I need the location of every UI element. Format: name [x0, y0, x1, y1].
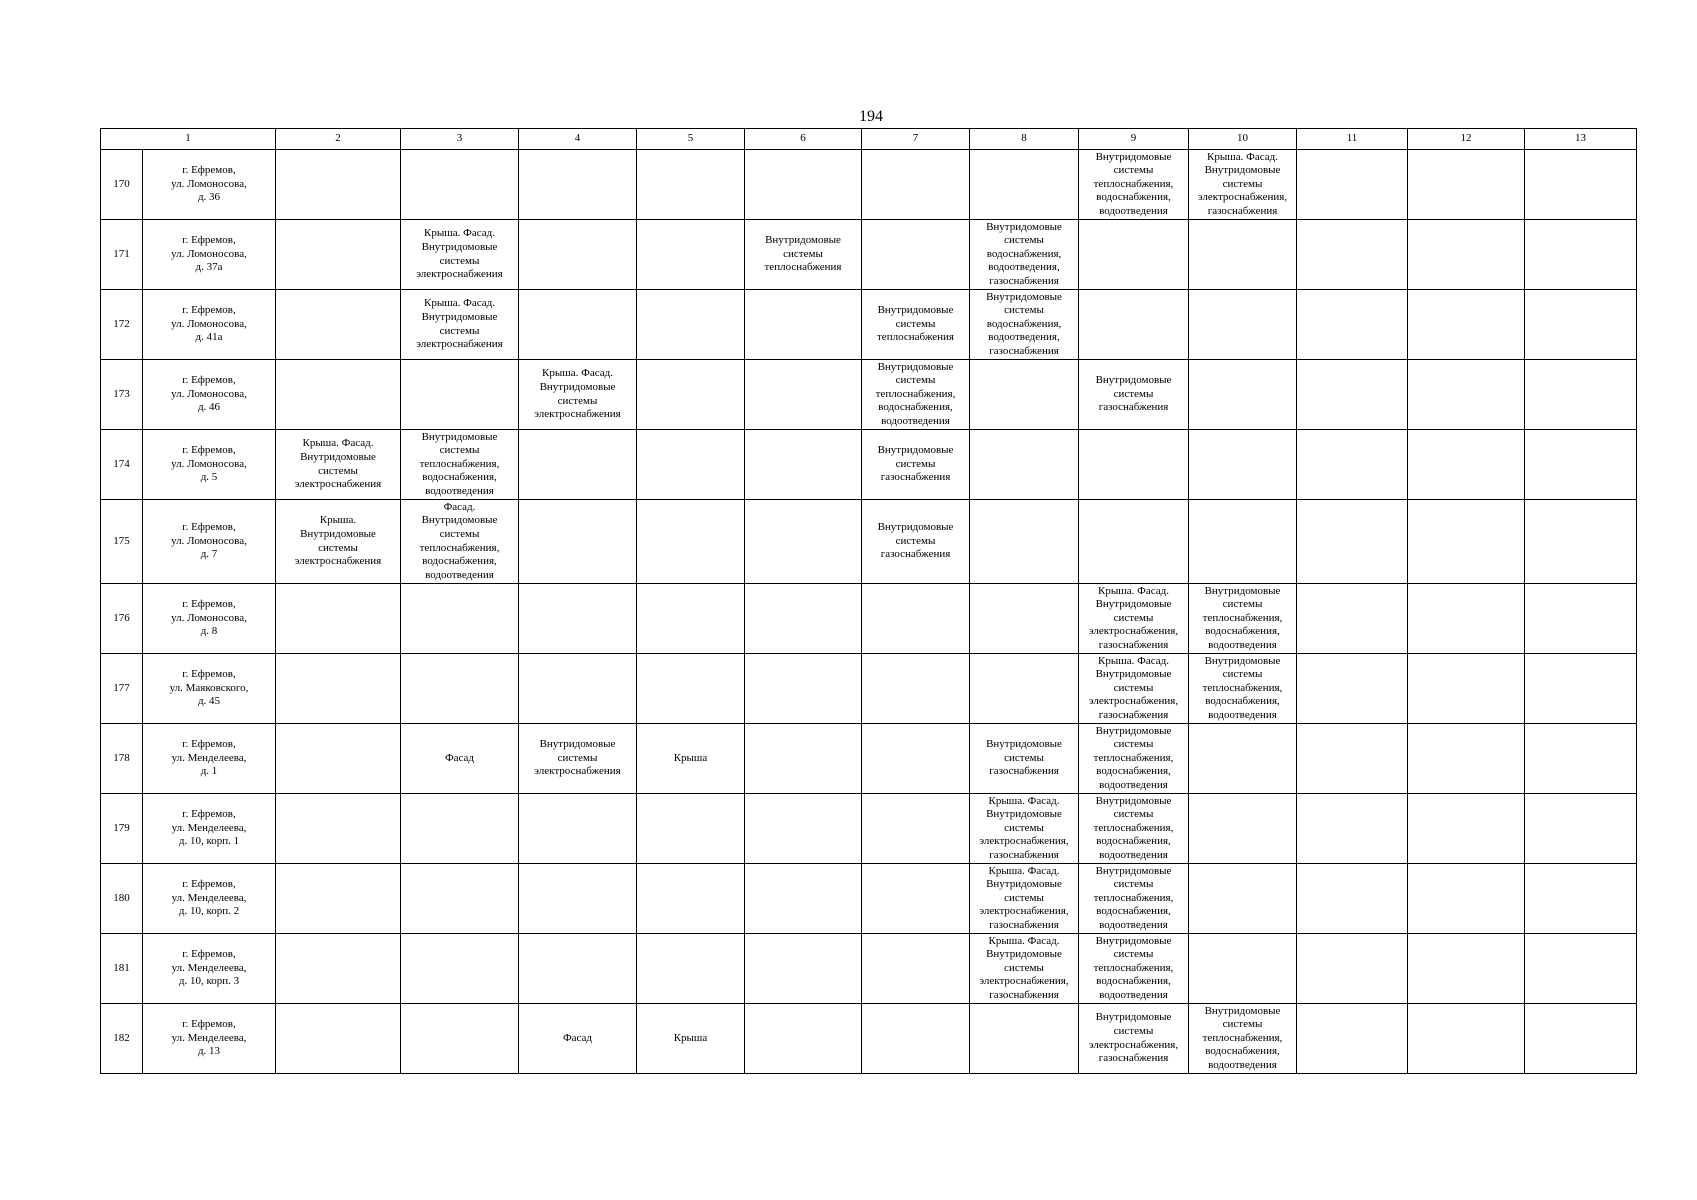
- work-cell-col-9: Внутридомовые системы теплоснабжения, водоснабжения, водоотведения: [1079, 934, 1189, 1004]
- work-cell-col-6: [745, 500, 862, 584]
- work-cell-col-4: [519, 220, 637, 290]
- work-cell-col-11: [1297, 794, 1408, 864]
- work-cell-col-13: [1525, 864, 1637, 934]
- work-cell-col-6: [745, 654, 862, 724]
- work-cell-col-10: [1189, 360, 1297, 430]
- header-cell-11: 11: [1297, 129, 1408, 150]
- work-cell-col-11: [1297, 654, 1408, 724]
- header-cell-10: 10: [1189, 129, 1297, 150]
- work-cell-col-9: Внутридомовые системы теплоснабжения, водоснабжения, водоотведения: [1079, 150, 1189, 220]
- work-cell-col-6: [745, 724, 862, 794]
- work-cell-col-2: [276, 724, 401, 794]
- header-cell-12: 12: [1408, 129, 1525, 150]
- work-cell-col-10: [1189, 220, 1297, 290]
- work-cell-col-9: Внутридомовые системы теплоснабжения, водоснабжения, водоотведения: [1079, 864, 1189, 934]
- work-cell-col-7: [862, 150, 970, 220]
- work-cell-col-4: Крыша. Фасад. Внутридомовые системы электроснабжения: [519, 360, 637, 430]
- table-row: [101, 654, 1637, 724]
- work-cell-col-12: [1408, 220, 1525, 290]
- work-cell-col-6: [745, 430, 862, 500]
- work-cell-col-13: [1525, 430, 1637, 500]
- work-cell-col-13: [1525, 794, 1637, 864]
- work-cell-col-4: [519, 290, 637, 360]
- work-cell-col-6: [745, 584, 862, 654]
- work-cell-col-12: [1408, 794, 1525, 864]
- work-cell-col-9: Крыша. Фасад. Внутридомовые системы электроснабжения, газоснабжения: [1079, 584, 1189, 654]
- work-cell-col-12: [1408, 430, 1525, 500]
- work-cell-col-8: [970, 150, 1079, 220]
- header-cell-3: 3: [401, 129, 519, 150]
- work-cell-col-4: [519, 150, 637, 220]
- address-cell: г. Ефремов, ул. Менделеева, д. 10, корп. 3: [143, 934, 276, 1004]
- row-number-cell: 171: [101, 220, 143, 290]
- work-cell-col-10: [1189, 500, 1297, 584]
- work-cell-col-12: [1408, 934, 1525, 1004]
- work-cell-col-3: Внутридомовые системы теплоснабжения, водоснабжения, водоотведения: [401, 430, 519, 500]
- row-number-cell: 176: [101, 584, 143, 654]
- work-cell-col-3: Крыша. Фасад. Внутридомовые системы электроснабжения: [401, 290, 519, 360]
- row-number-cell: 173: [101, 360, 143, 430]
- work-cell-col-3: [401, 654, 519, 724]
- work-cell-col-10: [1189, 794, 1297, 864]
- work-cell-col-8: [970, 360, 1079, 430]
- work-cell-col-12: [1408, 864, 1525, 934]
- work-cell-col-4: [519, 584, 637, 654]
- work-cell-col-4: [519, 430, 637, 500]
- work-cell-col-3: Крыша. Фасад. Внутридомовые системы электроснабжения: [401, 220, 519, 290]
- work-cell-col-8: Внутридомовые системы водоснабжения, водоотведения, газоснабжения: [970, 290, 1079, 360]
- work-cell-col-5: Крыша: [637, 1004, 745, 1074]
- work-cell-col-8: Крыша. Фасад. Внутридомовые системы электроснабжения, газоснабжения: [970, 934, 1079, 1004]
- work-cell-col-11: [1297, 430, 1408, 500]
- row-number-cell: 179: [101, 794, 143, 864]
- work-cell-col-5: [637, 220, 745, 290]
- row-number-cell: 174: [101, 430, 143, 500]
- work-cell-col-9: [1079, 290, 1189, 360]
- work-cell-col-6: [745, 150, 862, 220]
- page-number: 194: [859, 108, 883, 125]
- work-cell-col-3: Фасад: [401, 724, 519, 794]
- work-cell-col-7: Внутридомовые системы газоснабжения: [862, 430, 970, 500]
- work-cell-col-8: [970, 430, 1079, 500]
- table-row: [101, 360, 1637, 430]
- work-cell-col-3: [401, 584, 519, 654]
- work-cell-col-11: [1297, 290, 1408, 360]
- table-row: [101, 290, 1637, 360]
- work-cell-col-2: [276, 584, 401, 654]
- work-cell-col-4: [519, 934, 637, 1004]
- work-cell-col-10: [1189, 430, 1297, 500]
- work-cell-col-9: Внутридомовые системы теплоснабжения, водоснабжения, водоотведения: [1079, 794, 1189, 864]
- work-cell-col-8: Внутридомовые системы газоснабжения: [970, 724, 1079, 794]
- work-cell-col-3: [401, 864, 519, 934]
- work-cell-col-5: [637, 934, 745, 1004]
- work-cell-col-8: [970, 654, 1079, 724]
- table-row: [101, 220, 1637, 290]
- work-cell-col-7: Внутридомовые системы теплоснабжения, водоснабжения, водоотведения: [862, 360, 970, 430]
- work-cell-col-4: Фасад: [519, 1004, 637, 1074]
- work-cell-col-9: Крыша. Фасад. Внутридомовые системы электроснабжения, газоснабжения: [1079, 654, 1189, 724]
- header-cell-7: 7: [862, 129, 970, 150]
- work-cell-col-13: [1525, 290, 1637, 360]
- address-cell: г. Ефремов, ул. Ломоносова, д. 41а: [143, 290, 276, 360]
- table-row: [101, 584, 1637, 654]
- row-number-cell: 180: [101, 864, 143, 934]
- work-cell-col-2: [276, 220, 401, 290]
- address-cell: г. Ефремов, ул. Менделеева, д. 10, корп. 1: [143, 794, 276, 864]
- work-cell-col-2: Крыша. Внутридомовые системы электроснабжения: [276, 500, 401, 584]
- address-cell: г. Ефремов, ул. Менделеева, д. 10, корп. 2: [143, 864, 276, 934]
- column-number-header-row: [101, 129, 1637, 150]
- work-cell-col-7: [862, 794, 970, 864]
- work-cell-col-7: [862, 724, 970, 794]
- work-cell-col-13: [1525, 360, 1637, 430]
- work-cell-col-12: [1408, 654, 1525, 724]
- work-cell-col-2: [276, 794, 401, 864]
- repair-schedule-table: [100, 128, 1637, 1074]
- work-cell-col-13: [1525, 220, 1637, 290]
- work-cell-col-9: Внутридомовые системы электроснабжения, газоснабжения: [1079, 1004, 1189, 1074]
- row-number-cell: 172: [101, 290, 143, 360]
- work-cell-col-7: [862, 864, 970, 934]
- work-cell-col-13: [1525, 500, 1637, 584]
- work-cell-col-4: [519, 794, 637, 864]
- work-cell-col-5: [637, 290, 745, 360]
- work-cell-col-3: [401, 1004, 519, 1074]
- address-cell: г. Ефремов, ул. Ломоносова, д. 5: [143, 430, 276, 500]
- address-cell: г. Ефремов, ул. Ломоносова, д. 7: [143, 500, 276, 584]
- work-cell-col-10: [1189, 864, 1297, 934]
- table-row: [101, 1004, 1637, 1074]
- address-cell: г. Ефремов, ул. Ломоносова, д. 46: [143, 360, 276, 430]
- work-cell-col-5: [637, 794, 745, 864]
- work-cell-col-3: [401, 360, 519, 430]
- work-cell-col-6: [745, 934, 862, 1004]
- work-cell-col-7: Внутридомовые системы газоснабжения: [862, 500, 970, 584]
- work-cell-col-5: [637, 430, 745, 500]
- work-cell-col-3: [401, 150, 519, 220]
- table-row: [101, 864, 1637, 934]
- work-cell-col-3: [401, 794, 519, 864]
- work-cell-col-10: [1189, 934, 1297, 1004]
- work-cell-col-5: [637, 150, 745, 220]
- table-row: [101, 500, 1637, 584]
- table-row: [101, 724, 1637, 794]
- work-cell-col-4: [519, 864, 637, 934]
- table-row: [101, 934, 1637, 1004]
- work-cell-col-11: [1297, 864, 1408, 934]
- work-cell-col-13: [1525, 1004, 1637, 1074]
- table-row: [101, 430, 1637, 500]
- work-cell-col-9: Внутридомовые системы газоснабжения: [1079, 360, 1189, 430]
- work-cell-col-2: [276, 934, 401, 1004]
- header-cell-1: 1: [101, 129, 276, 150]
- work-cell-col-4: [519, 654, 637, 724]
- work-cell-col-8: [970, 500, 1079, 584]
- work-cell-col-12: [1408, 150, 1525, 220]
- work-cell-col-11: [1297, 220, 1408, 290]
- header-cell-6: 6: [745, 129, 862, 150]
- address-cell: г. Ефремов, ул. Ломоносова, д. 8: [143, 584, 276, 654]
- work-cell-col-5: [637, 584, 745, 654]
- work-cell-col-5: [637, 360, 745, 430]
- work-cell-col-6: [745, 290, 862, 360]
- work-cell-col-7: [862, 584, 970, 654]
- work-cell-col-6: [745, 360, 862, 430]
- work-cell-col-7: [862, 654, 970, 724]
- header-cell-13: 13: [1525, 129, 1637, 150]
- work-cell-col-10: [1189, 290, 1297, 360]
- table-row: [101, 794, 1637, 864]
- work-cell-col-4: [519, 500, 637, 584]
- header-cell-2: 2: [276, 129, 401, 150]
- work-cell-col-12: [1408, 584, 1525, 654]
- work-cell-col-10: Внутридомовые системы теплоснабжения, водоснабжения, водоотведения: [1189, 1004, 1297, 1074]
- work-cell-col-7: [862, 934, 970, 1004]
- work-cell-col-6: [745, 864, 862, 934]
- work-cell-col-8: Крыша. Фасад. Внутридомовые системы электроснабжения, газоснабжения: [970, 864, 1079, 934]
- work-cell-col-5: [637, 500, 745, 584]
- work-cell-col-8: [970, 584, 1079, 654]
- address-cell: г. Ефремов, ул. Ломоносова, д. 36: [143, 150, 276, 220]
- work-cell-col-2: [276, 360, 401, 430]
- address-cell: г. Ефремов, ул. Ломоносова, д. 37а: [143, 220, 276, 290]
- work-cell-col-8: Крыша. Фасад. Внутридомовые системы электроснабжения, газоснабжения: [970, 794, 1079, 864]
- work-cell-col-11: [1297, 500, 1408, 584]
- work-cell-col-11: [1297, 150, 1408, 220]
- work-cell-col-3: Фасад. Внутридомовые системы теплоснабжения, водоснабжения, водоотведения: [401, 500, 519, 584]
- work-cell-col-11: [1297, 934, 1408, 1004]
- work-cell-col-9: Внутридомовые системы теплоснабжения, водоснабжения, водоотведения: [1079, 724, 1189, 794]
- work-cell-col-5: [637, 864, 745, 934]
- work-cell-col-2: [276, 1004, 401, 1074]
- work-cell-col-9: [1079, 500, 1189, 584]
- work-cell-col-7: [862, 1004, 970, 1074]
- row-number-cell: 182: [101, 1004, 143, 1074]
- header-cell-9: 9: [1079, 129, 1189, 150]
- work-cell-col-13: [1525, 150, 1637, 220]
- work-cell-col-10: Внутридомовые системы теплоснабжения, водоснабжения, водоотведения: [1189, 584, 1297, 654]
- address-cell: г. Ефремов, ул. Менделеева, д. 1: [143, 724, 276, 794]
- work-cell-col-13: [1525, 584, 1637, 654]
- header-cell-8: 8: [970, 129, 1079, 150]
- work-cell-col-2: Крыша. Фасад. Внутридомовые системы электроснабжения: [276, 430, 401, 500]
- work-cell-col-6: [745, 794, 862, 864]
- work-cell-col-12: [1408, 1004, 1525, 1074]
- row-number-cell: 177: [101, 654, 143, 724]
- row-number-cell: 181: [101, 934, 143, 1004]
- header-cell-5: 5: [637, 129, 745, 150]
- header-cell-4: 4: [519, 129, 637, 150]
- work-cell-col-9: [1079, 430, 1189, 500]
- work-cell-col-7: [862, 220, 970, 290]
- work-cell-col-2: [276, 654, 401, 724]
- work-cell-col-6: [745, 1004, 862, 1074]
- work-cell-col-13: [1525, 934, 1637, 1004]
- work-cell-col-8: [970, 1004, 1079, 1074]
- work-cell-col-13: [1525, 654, 1637, 724]
- table-row: [101, 150, 1637, 220]
- address-cell: г. Ефремов, ул. Маяковского, д. 45: [143, 654, 276, 724]
- work-cell-col-11: [1297, 1004, 1408, 1074]
- work-cell-col-7: Внутридомовые системы теплоснабжения: [862, 290, 970, 360]
- row-number-cell: 178: [101, 724, 143, 794]
- work-cell-col-12: [1408, 360, 1525, 430]
- row-number-cell: 170: [101, 150, 143, 220]
- work-cell-col-12: [1408, 500, 1525, 584]
- work-cell-col-10: Внутридомовые системы теплоснабжения, водоснабжения, водоотведения: [1189, 654, 1297, 724]
- work-cell-col-2: [276, 864, 401, 934]
- work-cell-col-3: [401, 934, 519, 1004]
- work-cell-col-11: [1297, 724, 1408, 794]
- work-cell-col-2: [276, 150, 401, 220]
- address-cell: г. Ефремов, ул. Менделеева, д. 13: [143, 1004, 276, 1074]
- work-cell-col-12: [1408, 290, 1525, 360]
- table-body: [101, 129, 1637, 1074]
- work-cell-col-11: [1297, 584, 1408, 654]
- work-cell-col-13: [1525, 724, 1637, 794]
- work-cell-col-11: [1297, 360, 1408, 430]
- work-cell-col-4: Внутридомовые системы электроснабжения: [519, 724, 637, 794]
- work-cell-col-6: Внутридомовые системы теплоснабжения: [745, 220, 862, 290]
- work-cell-col-12: [1408, 724, 1525, 794]
- work-cell-col-2: [276, 290, 401, 360]
- work-cell-col-5: Крыша: [637, 724, 745, 794]
- work-cell-col-10: Крыша. Фасад. Внутридомовые системы электроснабжения, газоснабжения: [1189, 150, 1297, 220]
- work-cell-col-10: [1189, 724, 1297, 794]
- row-number-cell: 175: [101, 500, 143, 584]
- work-cell-col-9: [1079, 220, 1189, 290]
- work-cell-col-5: [637, 654, 745, 724]
- work-cell-col-8: Внутридомовые системы водоснабжения, водоотведения, газоснабжения: [970, 220, 1079, 290]
